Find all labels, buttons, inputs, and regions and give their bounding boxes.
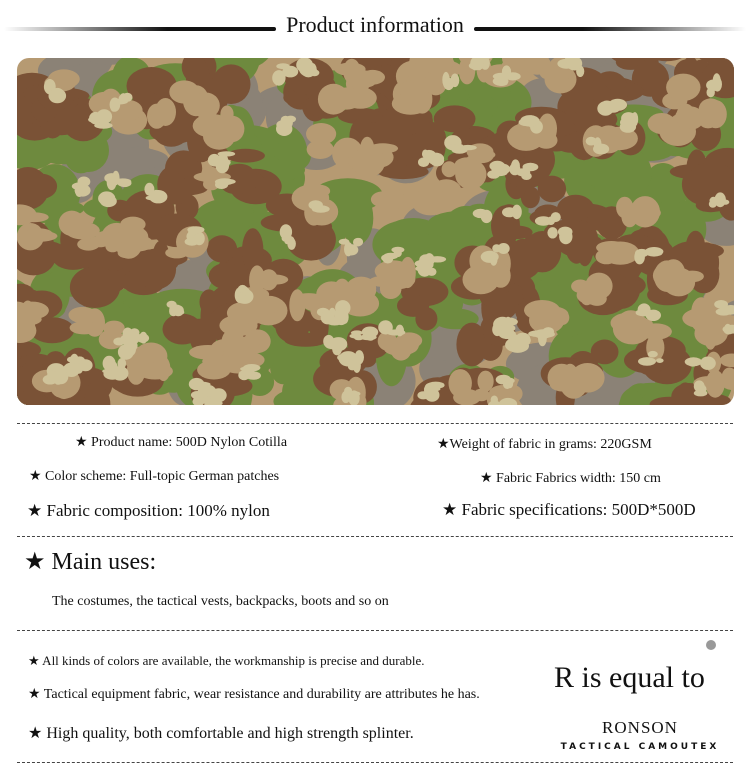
camo-patch	[353, 238, 362, 247]
camo-patch	[434, 105, 476, 132]
camo-patch	[638, 357, 656, 366]
brand-panel	[550, 640, 730, 758]
camo-patch	[685, 357, 702, 366]
camo-patch	[193, 234, 201, 242]
camo-patch	[430, 155, 444, 166]
camo-patch	[49, 89, 67, 104]
feature-item: ★ All kinds of colors are available, the workmanship is precise and durable.	[28, 653, 425, 668]
camo-patch	[713, 73, 721, 89]
camo-patch	[512, 205, 522, 220]
camo-patch	[285, 116, 296, 123]
camo-patch	[26, 174, 57, 199]
camo-patch	[289, 289, 305, 321]
camo-patch	[680, 243, 724, 259]
camo-patch	[645, 247, 664, 256]
camo-patch	[114, 178, 131, 184]
camo-patch	[276, 63, 290, 69]
camo-patch	[391, 339, 412, 361]
camo-patch	[318, 84, 349, 115]
camo-patch	[459, 145, 477, 150]
camo-patch	[111, 362, 118, 376]
camo-patch	[646, 310, 661, 321]
camo-patch	[412, 188, 449, 215]
camo-patch	[344, 242, 353, 256]
camo-patch	[155, 98, 176, 126]
fabric-swatch-image	[17, 58, 734, 405]
camo-patch	[306, 123, 336, 145]
camo-patch	[299, 62, 316, 77]
spec-width: ★ Fabric Fabrics width: 150 cm	[480, 471, 661, 486]
camo-patch	[169, 80, 199, 103]
camo-patch	[538, 176, 566, 203]
camo-patch	[218, 151, 236, 156]
camo-patch	[149, 190, 167, 203]
camo-patch	[682, 308, 720, 328]
feature-item: ★ Tactical equipment fabric, wear resistance and durability are attributes he has.	[28, 687, 480, 702]
camo-patch	[611, 313, 644, 333]
camo-patch	[585, 273, 612, 300]
camo-patch	[157, 357, 171, 382]
camo-patch	[272, 70, 285, 86]
camo-patch	[688, 162, 734, 194]
brand-name: RONSON	[602, 718, 678, 737]
camo-patch	[375, 260, 412, 282]
camo-patch	[490, 252, 498, 266]
camo-patch	[309, 200, 323, 210]
camo-patch	[453, 389, 481, 405]
divider	[17, 536, 733, 537]
feature-item: ★ High quality, both comfortable and high strength splinter.	[28, 725, 414, 742]
camo-patch	[521, 172, 532, 180]
camo-patch	[504, 317, 512, 329]
camo-patch	[621, 206, 637, 228]
camo-patch	[25, 228, 53, 239]
camo-patch	[350, 334, 362, 339]
brand-equal-text: R is equal to	[554, 661, 705, 694]
camo-patch	[415, 307, 437, 330]
camo-patch	[339, 287, 356, 300]
camo-patch	[71, 103, 92, 140]
camo-patch	[246, 339, 259, 349]
camo-patch	[74, 364, 83, 374]
camo-patch	[493, 73, 511, 80]
brand-tagline: TACTICAL CAMOUTEX	[560, 742, 720, 752]
camo-patch	[524, 300, 560, 320]
spec-weight: ★Weight of fabric in grams: 220GSM	[437, 437, 652, 452]
camo-patch	[621, 112, 636, 124]
camo-patch	[215, 178, 234, 185]
camo-patch	[595, 148, 605, 153]
camo-patch	[352, 146, 385, 177]
camo-patch	[321, 311, 335, 325]
camo-patch	[346, 70, 378, 88]
camo-patch	[212, 64, 251, 104]
camo-patch	[654, 260, 680, 292]
camo-patch	[102, 201, 115, 206]
camo-patch	[96, 109, 112, 124]
camo-patch	[634, 250, 645, 265]
camo-patch	[187, 226, 204, 233]
camo-patch	[362, 327, 378, 338]
camo-patch	[396, 325, 404, 337]
camo-patch	[605, 76, 627, 90]
spec-color-scheme: ★ Color scheme: Full-topic German patches	[29, 469, 280, 484]
camo-patch	[227, 302, 260, 324]
camo-patch	[139, 332, 147, 344]
section-header	[0, 8, 750, 44]
camo-patch	[77, 238, 99, 251]
camo-patch	[71, 275, 110, 305]
camo-patch	[208, 154, 221, 167]
camo-patch	[261, 275, 288, 285]
camo-patch	[53, 370, 68, 385]
camo-patch	[491, 164, 504, 172]
camo-patch	[506, 378, 515, 384]
camo-patch	[18, 212, 49, 222]
main-uses-body: The costumes, the tactical vests, backpacks, boots and so on	[52, 594, 389, 609]
camo-patch	[707, 88, 715, 98]
camo-patch	[75, 184, 91, 196]
camo-patch	[193, 114, 231, 138]
camo-patch	[442, 72, 449, 88]
camo-patch	[491, 396, 498, 405]
camo-patch	[601, 242, 639, 265]
spec-product-name: ★ Product name: 500D Nylon Cotilla	[75, 435, 288, 450]
camo-patch	[284, 236, 294, 243]
divider	[17, 630, 733, 631]
main-uses-title: ★ Main uses:	[24, 549, 157, 575]
camo-patch	[442, 161, 457, 177]
camo-patch	[88, 117, 99, 123]
camo-patch	[425, 388, 440, 402]
camo-patch	[724, 326, 735, 334]
camo-patch	[535, 216, 552, 225]
camo-patch	[94, 122, 112, 128]
camo-patch	[520, 235, 544, 272]
camo-patch	[123, 328, 133, 340]
camo-patch	[59, 211, 85, 236]
camo-patch	[244, 365, 254, 379]
camo-patch	[551, 212, 561, 222]
camo-patch	[511, 340, 529, 352]
camo-patch	[337, 353, 356, 361]
camo-patch	[520, 115, 539, 126]
camo-patch	[710, 197, 718, 205]
section-title: Product information	[286, 12, 464, 37]
spec-composition: ★ Fabric composition: 100% nylon	[27, 501, 270, 520]
camo-patch	[534, 329, 552, 338]
camo-patch	[211, 388, 227, 402]
divider	[17, 762, 733, 763]
camo-patch	[377, 189, 405, 211]
camo-patch	[676, 104, 695, 130]
camo-patch	[499, 329, 516, 339]
camo-patch	[103, 231, 122, 247]
camo-patch	[648, 351, 658, 358]
camo-patch	[694, 390, 708, 396]
brand-logo	[550, 718, 730, 754]
divider	[17, 423, 733, 424]
camo-patch	[721, 200, 729, 205]
camo-patch	[118, 358, 127, 369]
camo-patch	[167, 301, 177, 308]
camo-patch	[492, 244, 501, 252]
camo-patch	[161, 172, 184, 192]
camo-patch	[455, 157, 479, 172]
camo-patch	[572, 202, 592, 219]
camo-patch	[705, 100, 727, 128]
camo-patch	[165, 247, 188, 258]
camouflage-pattern	[17, 58, 734, 405]
camo-patch	[383, 253, 398, 260]
camo-patch	[540, 67, 558, 80]
camo-patch	[238, 292, 246, 297]
camo-patch	[547, 227, 557, 238]
camo-patch	[242, 228, 263, 272]
camo-patch	[558, 227, 573, 237]
spec-specification: ★ Fabric specifications: 500D*500D	[442, 500, 696, 519]
camo-patch	[329, 339, 342, 348]
camo-patch	[127, 356, 146, 385]
camo-patch	[481, 210, 493, 223]
camo-patch	[586, 137, 597, 146]
camo-patch	[700, 357, 716, 370]
header-rule-left	[4, 27, 276, 31]
camo-patch	[103, 321, 124, 336]
camo-patch	[121, 228, 143, 253]
camo-patch	[570, 363, 604, 393]
camo-patch	[69, 307, 97, 323]
camo-patch	[110, 101, 117, 112]
camo-patch	[656, 358, 664, 363]
camo-patch	[70, 321, 99, 334]
camo-patch	[608, 99, 627, 111]
camo-patch	[220, 159, 231, 166]
camo-patch	[418, 263, 432, 277]
camo-patch	[591, 340, 619, 365]
camo-patch	[412, 70, 425, 84]
camo-patch	[378, 320, 393, 334]
camo-patch	[666, 74, 700, 101]
header-rule-right	[474, 27, 746, 31]
